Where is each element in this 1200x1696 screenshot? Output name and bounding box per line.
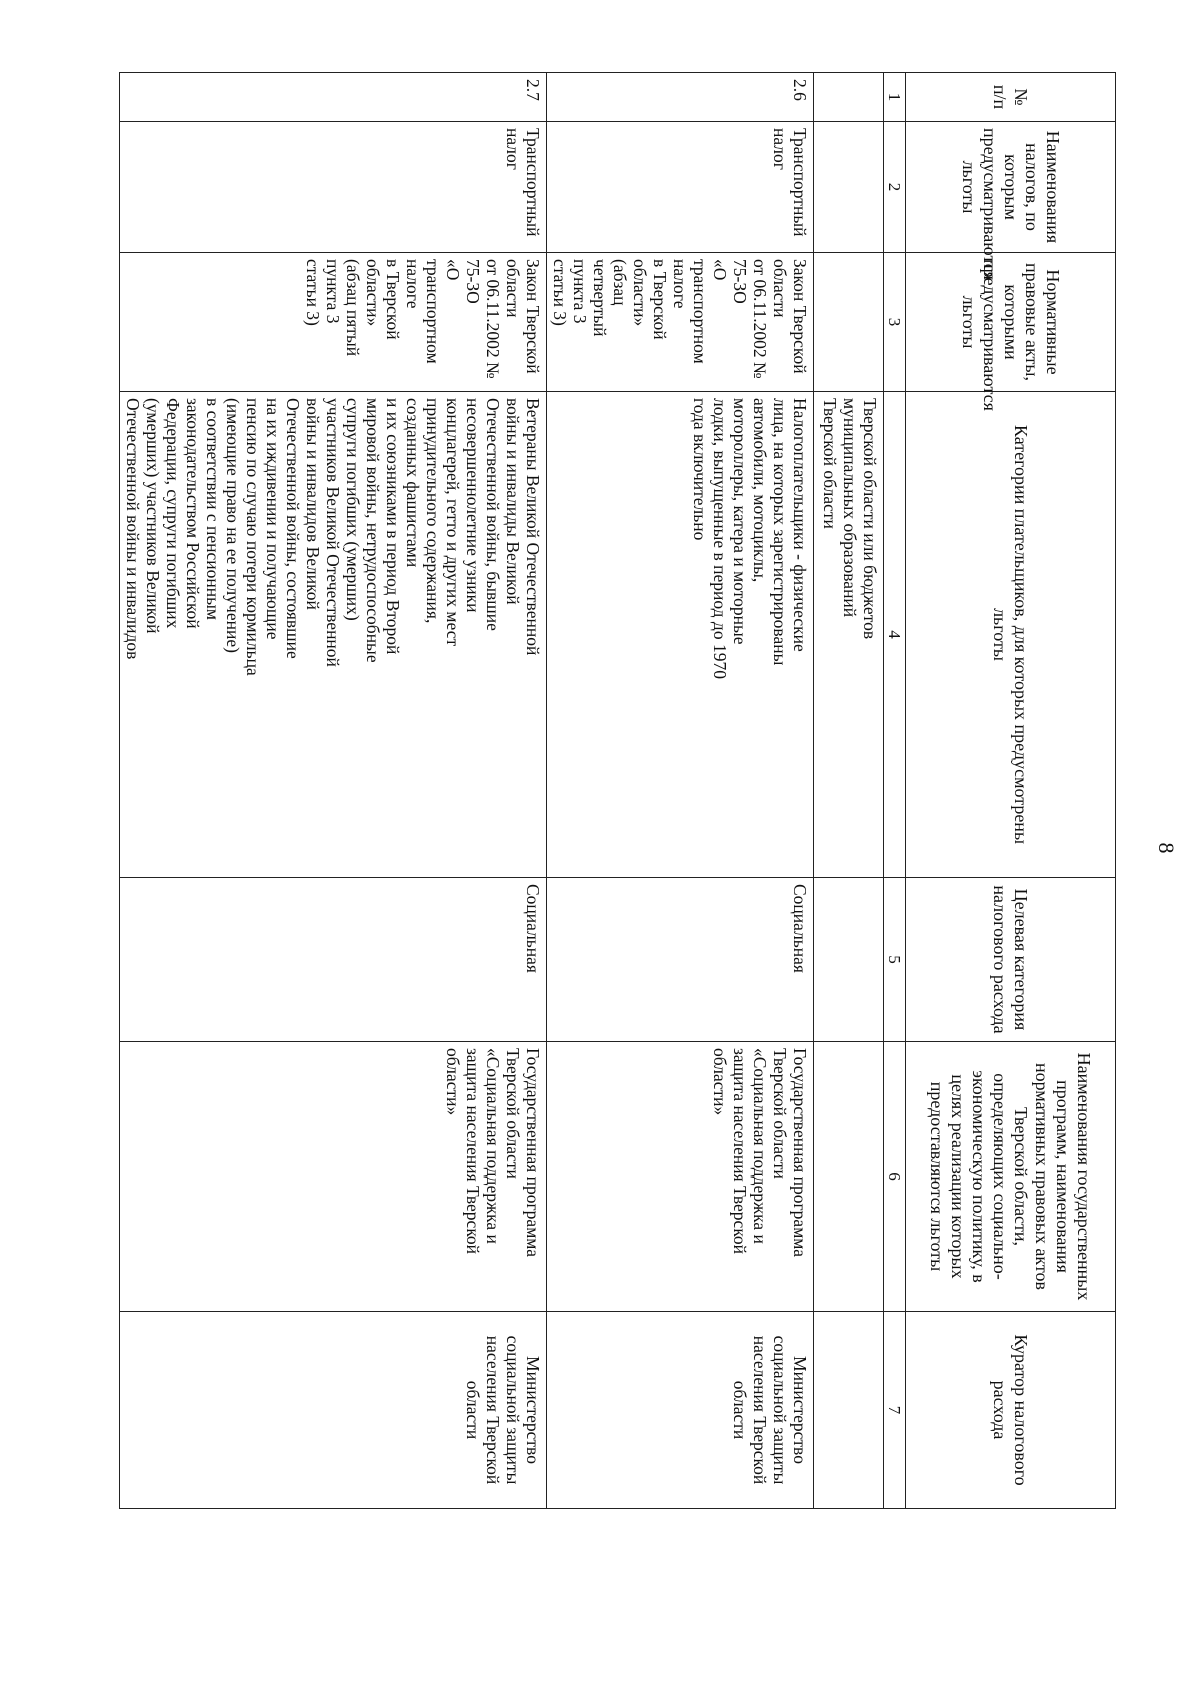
- cell-row-number: [814, 73, 884, 122]
- table-row: [120, 73, 547, 1509]
- tax-benefits-table: [119, 72, 1116, 1509]
- column-number: 3: [884, 253, 906, 392]
- cell-payer-category: Тверской области или бюджетов муниципальных образований Тверской области: [814, 392, 884, 878]
- cell-legal-act: [814, 253, 884, 392]
- column-number: 2: [884, 122, 906, 253]
- cell-payer-category: Налогоплательщики - физические лица, на которых зарегистрированы автомобили, мотоциклы, мотороллеры, катера и моторные лодки, выпущенные в период до 1970 года включительно: [547, 392, 814, 878]
- header-row-number: № п/п: [906, 73, 1116, 122]
- header-curator: Куратор налогового расхода: [906, 1312, 1116, 1509]
- cell-curator: Министерство социальной защиты населения Тверской области: [547, 1312, 814, 1509]
- cell-target-category: Социальная: [120, 878, 547, 1042]
- column-number: 7: [884, 1312, 906, 1509]
- cell-legal-act: Закон Тверской области от 06.11.2002 № 75-ЗО «О транспортном налоге в Тверской области» (абзац четвертый пункта 3 статьи 3): [547, 253, 814, 392]
- column-number: 5: [884, 878, 906, 1042]
- header-payer-categories: Категории плательщиков, для которых предусмотрены льготы: [906, 392, 1116, 878]
- header-tax-name: Наименования налогов, по которым предусматриваются льготы: [906, 122, 1116, 253]
- cell-row-number: 2.6: [547, 73, 814, 122]
- cell-row-number: 2.7: [120, 73, 547, 122]
- column-number: 4: [884, 392, 906, 878]
- cell-payer-category: Ветераны Великой Отечественной войны и инвалиды Великой Отечественной войны, бывшие несовершеннолетние узники концлагерей, гетто и других мест принудительного содержания, созданных фашистами и их союзниками в период Второй мировой войны, нетрудоспособные супруги погибших (умерших) участников Великой Отечественной войны и инвалидов Великой Отечественной войны, состоявшие на их иждивении и получающие пенсию по случаю потери кормильца (имеющие право на ее получение) в соответствии с пенсионным законодательством Российской Федерации, супруги погибших (умерших) участников Великой Отечественной войны и инвалидов: [120, 392, 547, 878]
- column-number-row: [884, 73, 906, 1509]
- tax-benefits-table-container: [123, 72, 1116, 1508]
- cell-target-category: Социальная: [547, 878, 814, 1042]
- cell-target-category: [814, 878, 884, 1042]
- cell-tax-name: Транспортный налог: [547, 122, 814, 253]
- cell-state-program: [814, 1042, 884, 1312]
- table-row: [547, 73, 814, 1509]
- header-state-programs: Наименования государственных программ, наименования нормативных правовых актов Тверской области, определяющих социально-экономическую политику, в целях реализации которых предоставляются льготы: [906, 1042, 1116, 1312]
- cell-state-program: Государственная программа Тверской области «Социальная поддержка и защита населения Тверской области»: [547, 1042, 814, 1312]
- header-legal-acts: Нормативные правовые акты, которыми предусматриваются льготы: [906, 253, 1116, 392]
- cell-curator: [814, 1312, 884, 1509]
- column-number: 6: [884, 1042, 906, 1312]
- table-row-continuation: [814, 73, 884, 1509]
- cell-legal-act: Закон Тверской области от 06.11.2002 № 75-ЗО «О транспортном налоге в Тверской области» (абзац пятый пункта 3 статьи 3): [120, 253, 547, 392]
- column-number: 1: [884, 73, 906, 122]
- cell-tax-name: [814, 122, 884, 253]
- cell-state-program: Государственная программа Тверской области «Социальная поддержка и защита населения Тверской области»: [120, 1042, 547, 1312]
- cell-tax-name: Транспортный налог: [120, 122, 547, 253]
- header-target-category: Целевая категория налогового расхода: [906, 878, 1116, 1042]
- cell-curator: Министерство социальной защиты населения Тверской области: [120, 1312, 547, 1509]
- table-header-row: [906, 73, 1116, 1509]
